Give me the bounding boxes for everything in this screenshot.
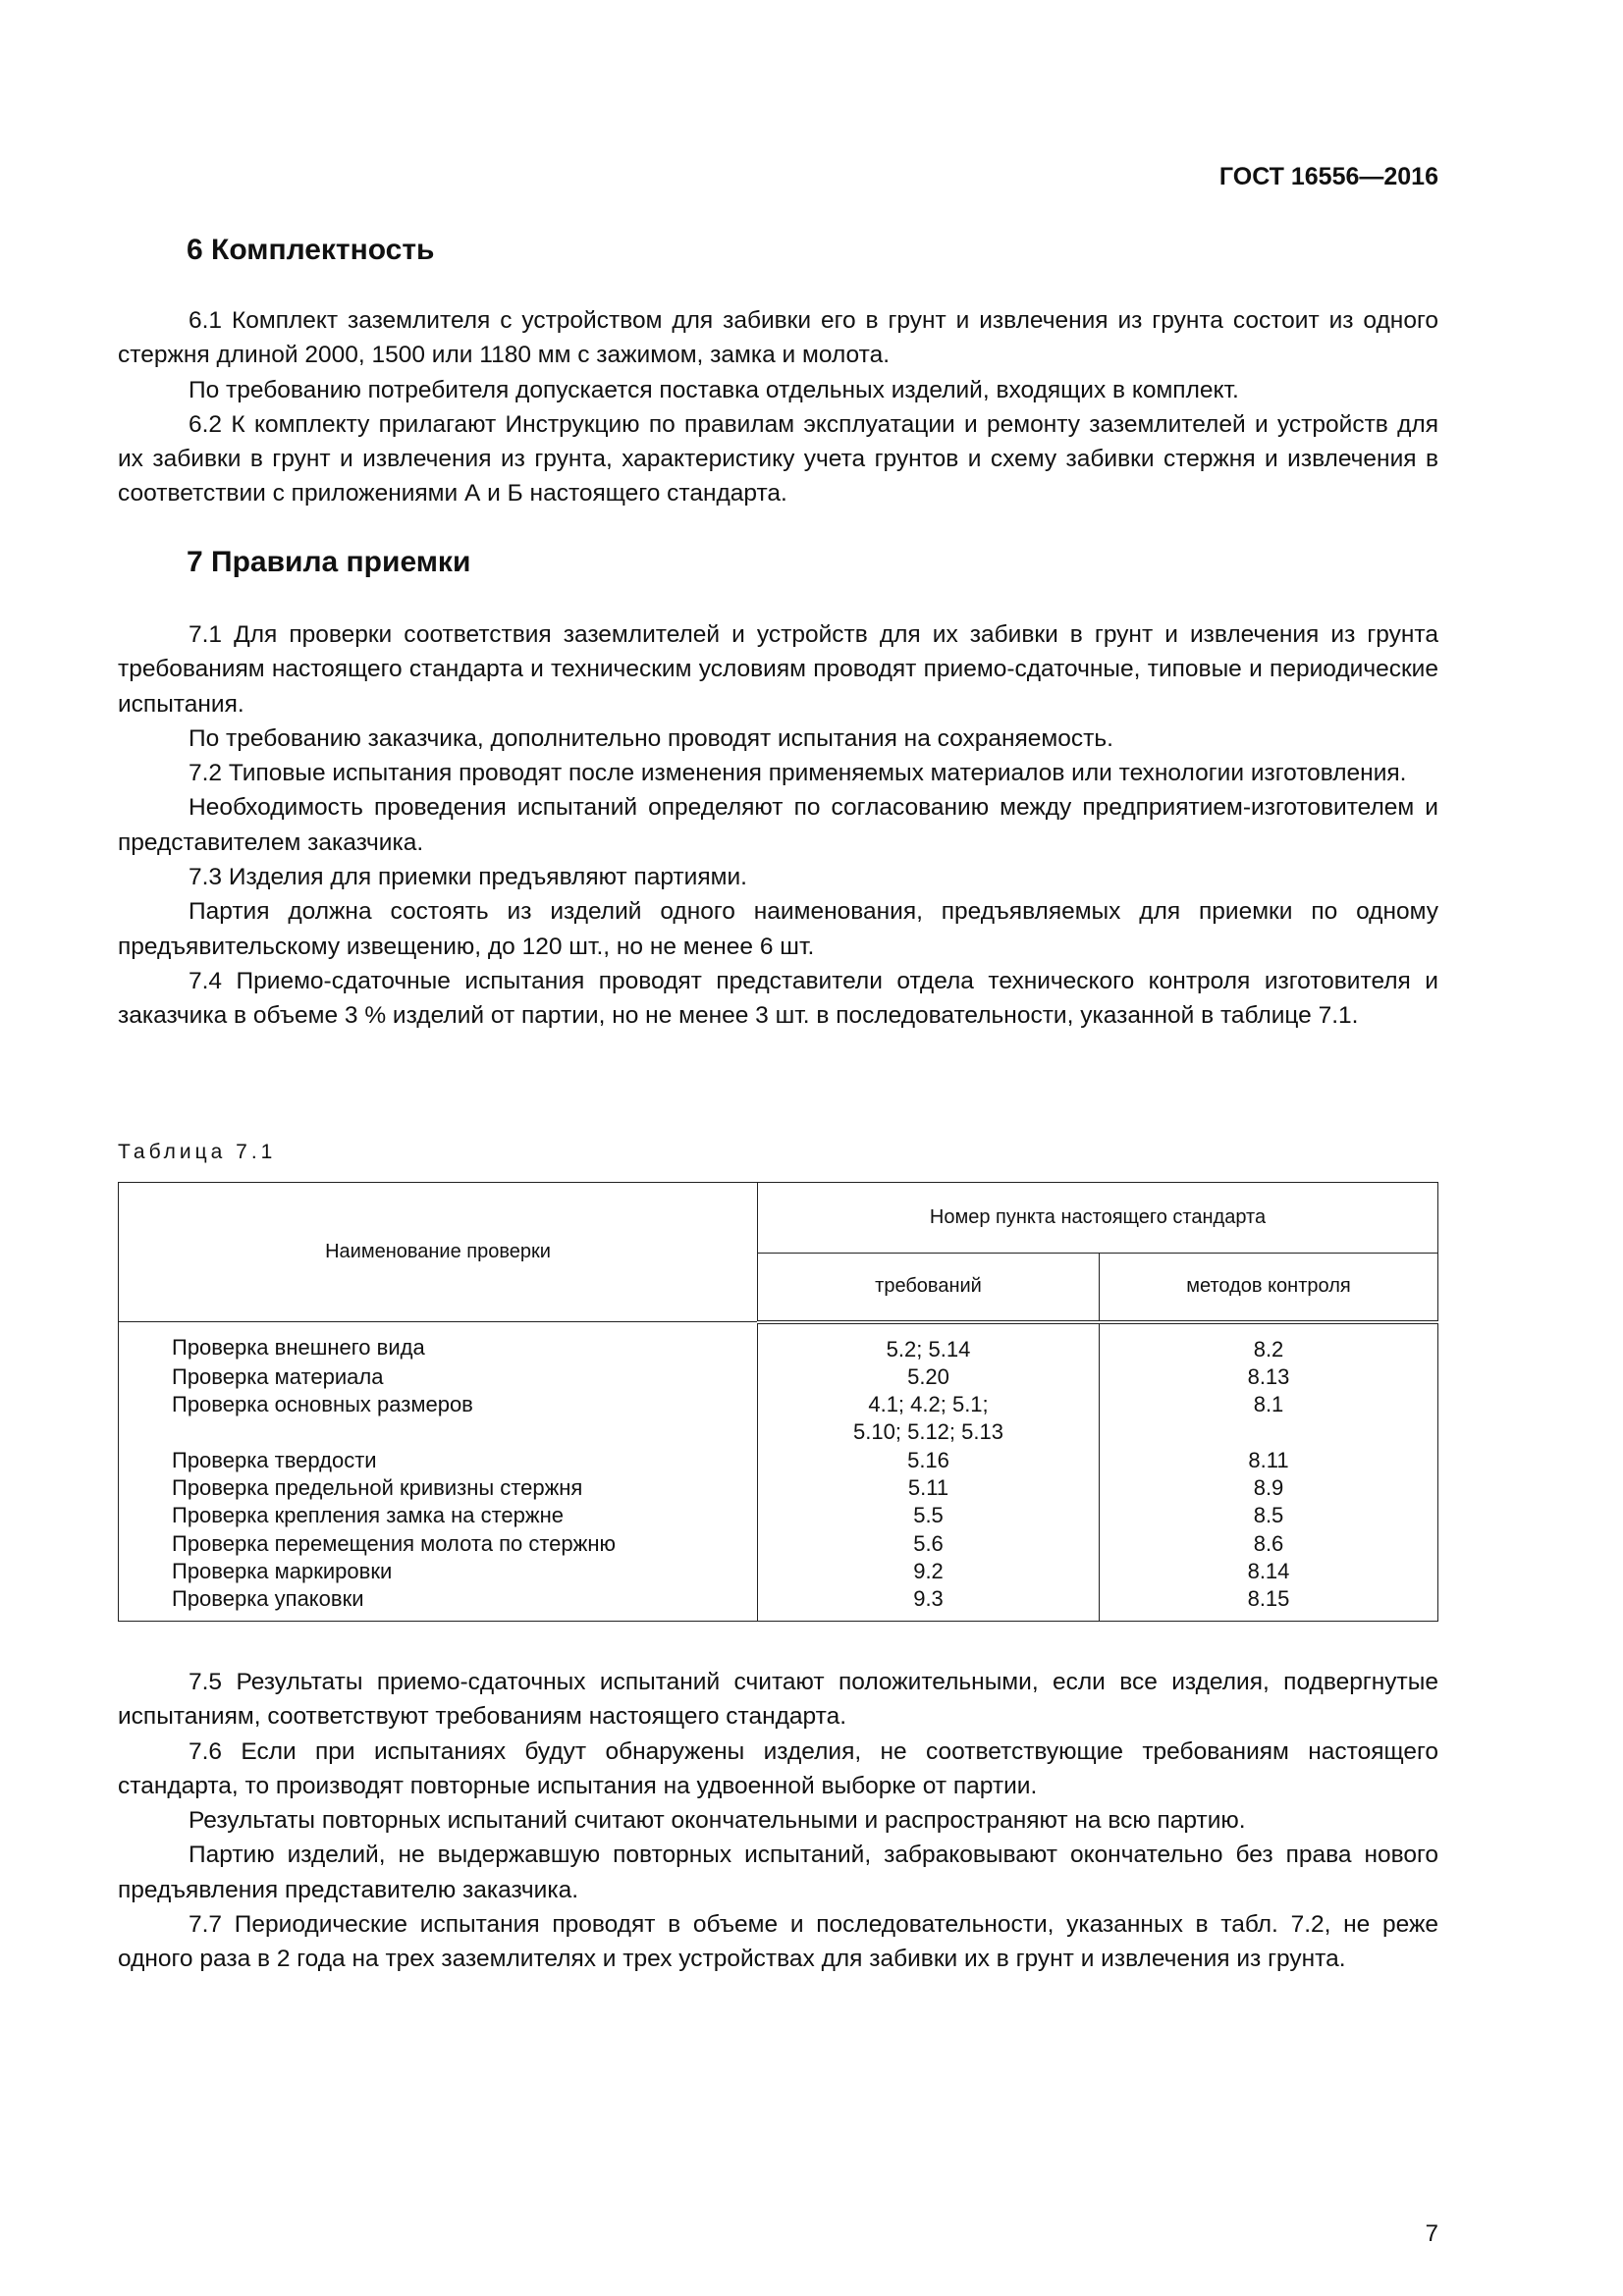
check-name-text: Проверка упаковки <box>172 1586 364 1612</box>
page-number: 7 <box>1425 2220 1438 2247</box>
requirements-ref-text: 5.5 <box>913 1503 944 1528</box>
requirements-ref-text: 5.6 <box>913 1530 944 1556</box>
paragraph: 6.1 Комплект заземлителя с устройством для забивки его в грунт и извлечения из грунта состоит из одного стержня длиной 2000, 1500 или 1180 мм с зажимом, замка и молота. <box>118 307 1438 369</box>
requirements-ref-text: 9.2 <box>913 1558 944 1583</box>
section-7-title: 7 Правила приемки <box>187 546 471 578</box>
requirements-ref-text: 5.11 <box>907 1474 949 1500</box>
methods-ref <box>1100 1585 1438 1622</box>
methods-ref <box>1100 1447 1438 1474</box>
methods-ref <box>1100 1502 1438 1529</box>
requirements-ref <box>758 1530 1100 1558</box>
table-row <box>119 1530 1438 1558</box>
requirements-ref-text: 5.10; 5.12; 5.13 <box>853 1419 1003 1445</box>
table-row <box>119 1391 1438 1447</box>
check-name <box>119 1558 758 1585</box>
requirements-ref <box>758 1585 1100 1622</box>
methods-ref <box>1100 1363 1438 1391</box>
section-7-continued <box>118 1665 1438 1977</box>
check-name <box>119 1391 758 1447</box>
header-name: Наименование проверки <box>119 1183 758 1322</box>
paragraph: Партию изделий, не выдержавшую повторных испытаний, забраковывают окончательно без права нового предъявления представителю заказчика. <box>118 1842 1438 1903</box>
document-id: ГОСТ 16556—2016 <box>1218 163 1438 190</box>
paragraph: 7.4 Приемо-сдаточные испытания проводят представители отдела технического контроля изготовителя и заказчика в объеме 3 % изделий от партии, но не менее 3 шт. в последовательности, указанной в таблице 7.1. <box>118 967 1438 1030</box>
methods-ref-text: 8.15 <box>1247 1586 1290 1612</box>
requirements-ref <box>758 1391 1100 1447</box>
check-name <box>119 1530 758 1558</box>
table-row <box>119 1585 1438 1622</box>
requirements-ref <box>758 1363 1100 1391</box>
paragraph: 7.7 Периодические испытания проводят в объеме и последовательности, указанных в табл. 7.2, не реже одного раза в 2 года на трех заземлителях и трех устройствах для забивки их в грунт и извлечения из грунта. <box>118 1911 1438 1973</box>
methods-ref <box>1100 1391 1438 1447</box>
section-7-body <box>118 617 1438 1034</box>
paragraph: Партия должна состоять из изделий одного наименования, предъявляемых для приемки по одному предъявительскому извещению, до 120 шт., но не менее 6 шт. <box>118 898 1438 960</box>
requirements-ref-text: 9.3 <box>913 1586 944 1612</box>
paragraph: Необходимость проведения испытаний определяют по согласованию между предприятием-изготовителем и представителем заказчика. <box>118 794 1438 856</box>
requirements-ref-text: 5.20 <box>907 1363 949 1389</box>
paragraph: Результаты повторных испытаний считают окончательными и распространяют на всю партию. <box>189 1807 1246 1835</box>
methods-ref-text: 8.13 <box>1247 1363 1290 1389</box>
requirements-ref <box>758 1322 1100 1363</box>
methods-ref-text: 8.14 <box>1247 1558 1290 1583</box>
methods-ref <box>1100 1558 1438 1585</box>
paragraph: 7.6 Если при испытаниях будут обнаружены изделия, не соответствующие требованиям настоящего стандарта, то производят повторные испытания на удвоенной выборке от партии. <box>118 1737 1438 1799</box>
table-row <box>119 1558 1438 1585</box>
table-row <box>119 1363 1438 1391</box>
table-row <box>119 1502 1438 1529</box>
table-7-1 <box>118 1182 1438 1622</box>
requirements-ref <box>758 1502 1100 1529</box>
methods-ref-text: 8.2 <box>1253 1336 1284 1362</box>
paragraph: По требованию потребителя допускается поставка отдельных изделий, входящих в комплект. <box>189 376 1239 403</box>
check-name <box>119 1447 758 1474</box>
methods-ref-text: 8.5 <box>1253 1503 1284 1528</box>
paragraph: По требованию заказчика, дополнительно проводят испытания на сохраняемость. <box>189 724 1113 752</box>
header-methods: методов контроля <box>1100 1254 1438 1322</box>
methods-ref <box>1100 1530 1438 1558</box>
requirements-ref-text: 5.2; 5.14 <box>886 1336 971 1362</box>
paragraph: 7.3 Изделия для приемки предъявляют партиями. <box>189 864 747 891</box>
methods-ref <box>1100 1322 1438 1363</box>
table-row <box>119 1447 1438 1474</box>
requirements-ref <box>758 1558 1100 1585</box>
check-name-text: Проверка маркировки <box>172 1558 393 1583</box>
methods-ref-text: 8.6 <box>1253 1530 1284 1556</box>
methods-ref-text: 8.9 <box>1253 1474 1284 1500</box>
requirements-ref-text: 5.16 <box>907 1447 949 1472</box>
check-name-text: Проверка предельной кривизны стержня <box>172 1474 583 1500</box>
check-name <box>119 1585 758 1622</box>
section-6-title: 6 Комплектность <box>187 234 435 266</box>
check-name <box>119 1474 758 1502</box>
methods-ref-text: 8.1 <box>1253 1392 1284 1417</box>
check-name-text: Проверка материала <box>172 1363 384 1389</box>
requirements-ref <box>758 1474 1100 1502</box>
requirements-ref-text: 4.1; 4.2; 5.1; <box>868 1392 989 1417</box>
paragraph: 7.2 Типовые испытания проводят после изменения применяемых материалов или технологии изготовления. <box>189 760 1407 787</box>
table-caption: Таблица 7.1 <box>118 1141 277 1163</box>
paragraph: 7.5 Результаты приемо-сдаточных испытаний считают положительными, если все изделия, подвергнутые испытаниям, соответствуют требованиям настоящего стандарта. <box>118 1669 1438 1731</box>
header-group: Номер пункта настоящего стандарта <box>758 1183 1438 1254</box>
methods-ref-text: 8.11 <box>1248 1447 1289 1472</box>
paragraph: 6.2 К комплекту прилагают Инструкцию по правилам эксплуатации и ремонту заземлителей и устройств для их забивки в грунт и извлечения из грунта, характеристику учета грунтов и схему забивки стержня и извлечения в соответствии с приложениями А и Б настоящего стандарта. <box>118 410 1438 507</box>
check-name <box>119 1363 758 1391</box>
header-requirements: требований <box>758 1254 1100 1322</box>
table-row <box>119 1474 1438 1502</box>
check-name <box>119 1502 758 1529</box>
check-name-text: Проверка крепления замка на стержне <box>172 1503 564 1528</box>
section-6-body <box>118 303 1438 511</box>
check-name-text: Проверка внешнего вида <box>172 1335 425 1360</box>
check-name-text: Проверка перемещения молота по стержню <box>172 1530 616 1556</box>
check-name-text: Проверка основных размеров <box>172 1392 473 1417</box>
paragraph: 7.1 Для проверки соответствия заземлителей и устройств для их забивки в грунт и извлечения из грунта требованиям настоящего стандарта и техническим условиям проводят приемо-сдаточные, типовые и периодические испытания. <box>118 621 1438 718</box>
check-name-text: Проверка твердости <box>172 1447 377 1472</box>
methods-ref <box>1100 1474 1438 1502</box>
table-row <box>119 1322 1438 1363</box>
requirements-ref <box>758 1447 1100 1474</box>
check-name <box>119 1322 758 1363</box>
